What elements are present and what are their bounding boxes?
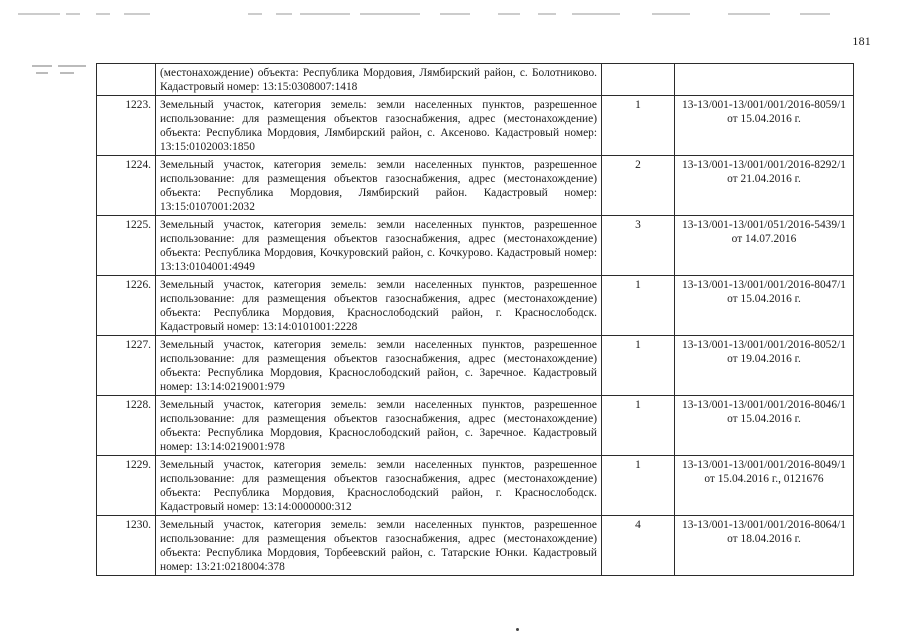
cell-number: 1225. <box>97 216 156 276</box>
cell-number: 1223. <box>97 96 156 156</box>
cell-quantity: 1 <box>602 96 675 156</box>
cell-registration <box>675 64 854 96</box>
cell-description: Земельный участок, категория земель: земли населенных пунктов, разрешенное использование: для размещения объектов газоснабжения, адрес (местонахождение) объекта: Республика Мордовия, Торбеевский район, с. Татарские Юнки. Кадастровый номер: 13:21:0218004:378 <box>156 516 602 576</box>
cell-quantity: 1 <box>602 396 675 456</box>
cell-quantity: 1 <box>602 276 675 336</box>
cell-registration: 13-13/001-13/001/001/2016-8292/1 от 21.04.2016 г. <box>675 156 854 216</box>
table-row <box>97 96 854 156</box>
page-number: 181 <box>852 34 871 48</box>
registry-table <box>96 63 854 576</box>
cell-number <box>97 64 156 96</box>
cell-description: Земельный участок, категория земель: земли населенных пунктов, разрешенное использование: для размещения объектов газоснабжения, адрес (местонахождение) объекта: Республика Мордовия, Лямбирский район, с. Аксеново. Кадастровый номер: 13:15:0102003:1850 <box>156 96 602 156</box>
cell-number: 1227. <box>97 336 156 396</box>
cell-quantity: 3 <box>602 216 675 276</box>
cell-quantity: 2 <box>602 156 675 216</box>
cell-registration: 13-13/001-13/001/051/2016-5439/1 от 14.07.2016 <box>675 216 854 276</box>
cell-number: 1228. <box>97 396 156 456</box>
cell-description: (местонахождение) объекта: Республика Мордовия, Лямбирский район, с. Болотниково. Кадастровый номер: 13:15:0308007:1418 <box>156 64 602 96</box>
table-row-continuation <box>97 64 854 96</box>
registry-table-body <box>97 64 854 576</box>
cell-number: 1230. <box>97 516 156 576</box>
table-row <box>97 396 854 456</box>
cell-description: Земельный участок, категория земель: земли населенных пунктов, разрешенное использование: для размещения объектов газоснабжения, адрес (местонахождение) объекта: Республика Мордовия, Краснослободский район, с. Заречное. Кадастровый номер: 13:14:0219001:978 <box>156 396 602 456</box>
cell-quantity: 1 <box>602 336 675 396</box>
table-row <box>97 276 854 336</box>
table-row <box>97 216 854 276</box>
cell-registration: 13-13/001-13/001/001/2016-8049/1 от 15.04.2016 г., 0121676 <box>675 456 854 516</box>
cell-description: Земельный участок, категория земель: земли населенных пунктов, разрешенное использование: для размещения объектов газоснабжения, адрес (местонахождение) объекта: Республика Мордовия, Краснослободский район, с. Заречное. Кадастровый номер: 13:14:0219001:979 <box>156 336 602 396</box>
scan-noise-top <box>0 6 905 18</box>
margin-mark <box>30 63 88 77</box>
cell-quantity <box>602 64 675 96</box>
cell-quantity: 4 <box>602 516 675 576</box>
cell-registration: 13-13/001-13/001/001/2016-8064/1 от 18.04.2016 г. <box>675 516 854 576</box>
cell-registration: 13-13/001-13/001/001/2016-8059/1 от 15.04.2016 г. <box>675 96 854 156</box>
cell-registration: 13-13/001-13/001/001/2016-8052/1 от 19.04.2016 г. <box>675 336 854 396</box>
cell-description: Земельный участок, категория земель: земли населенных пунктов, разрешенное использование: для размещения объектов газоснабжения, адрес (местонахождение) объекта: Республика Мордовия, Лямбирский район. Кадастровый номер: 13:15:0107001:2032 <box>156 156 602 216</box>
cell-description: Земельный участок, категория земель: земли населенных пунктов, разрешенное использование: для размещения объектов газоснабжения, адрес (местонахождение) объекта: Республика Мордовия, Краснослободский район, г. Краснослободск. Кадастровый номер: 13:14:0101001:2228 <box>156 276 602 336</box>
table-row <box>97 336 854 396</box>
table-row <box>97 456 854 516</box>
table-row <box>97 516 854 576</box>
cell-description: Земельный участок, категория земель: земли населенных пунктов, разрешенное использование: для размещения объектов газоснабжения, адрес (местонахождение) объекта: Республика Мордовия, Краснослободский район, г. Краснослободск. Кадастровый номер: 13:14:0000000:312 <box>156 456 602 516</box>
cell-quantity: 1 <box>602 456 675 516</box>
cell-registration: 13-13/001-13/001/001/2016-8046/1 от 15.04.2016 г. <box>675 396 854 456</box>
table-row <box>97 156 854 216</box>
scan-dot <box>516 628 519 631</box>
cell-description: Земельный участок, категория земель: земли населенных пунктов, разрешенное использование: для размещения объектов газоснабжения, адрес (местонахождение) объекта: Республика Мордовия, Кочкуровский район, с. Кочкурово. Кадастровый номер: 13:13:0104001:4949 <box>156 216 602 276</box>
cell-number: 1224. <box>97 156 156 216</box>
cell-number: 1229. <box>97 456 156 516</box>
cell-registration: 13-13/001-13/001/001/2016-8047/1 от 15.04.2016 г. <box>675 276 854 336</box>
cell-number: 1226. <box>97 276 156 336</box>
